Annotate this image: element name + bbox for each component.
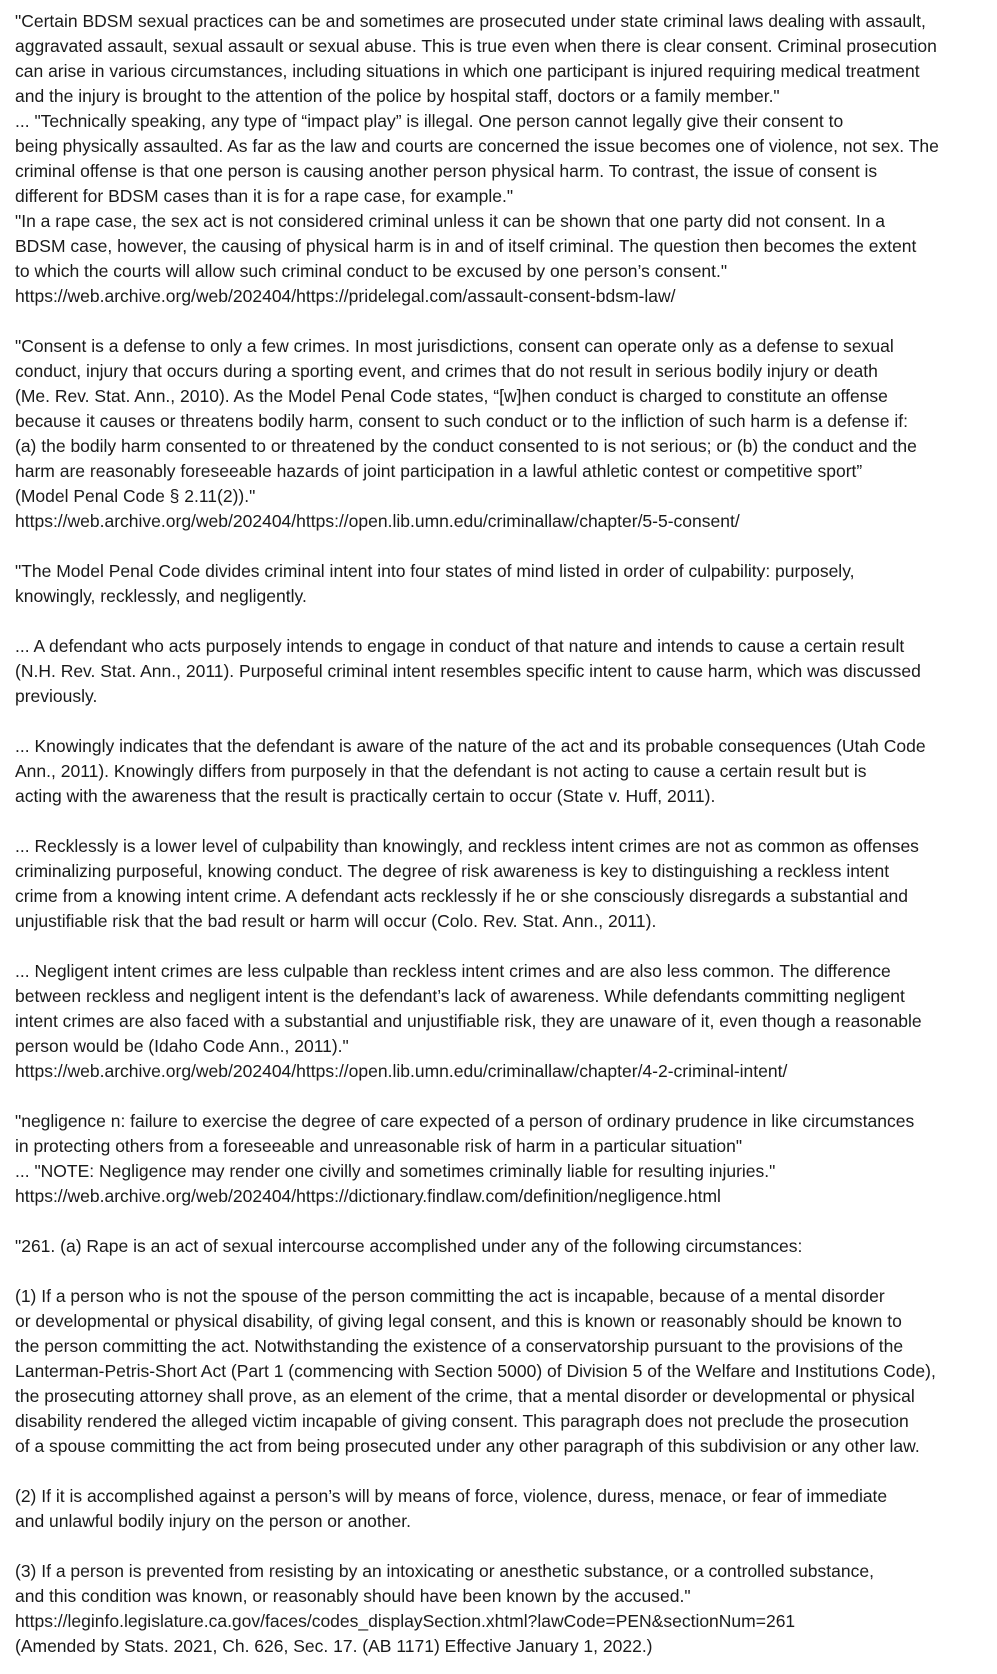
text-line: ... Recklessly is a lower level of culpability than knowingly, and reckless intent crimes are not as common as offenses: [15, 836, 919, 856]
text-block: [15, 1559, 990, 1659]
text-block: [15, 834, 990, 934]
text-line: criminal offense is that one person is causing another person physical harm. To contrast, the issue of consent is: [15, 161, 878, 181]
paragraph-gap: [15, 309, 990, 334]
text-line: different for BDSM cases than it is for a rape case, for example.": [15, 186, 514, 206]
text-line: unjustifiable risk that the bad result or harm will occur (Colo. Rev. Stat. Ann., 2011).: [15, 911, 657, 931]
text-line: (Model Penal Code § 2.11(2)).": [15, 486, 256, 506]
text-line: aggravated assault, sexual assault or sexual abuse. This is true even when there is clear consent. Criminal prosecution: [15, 36, 937, 56]
text-line: because it causes or threatens bodily harm, consent to such conduct or to the infliction of such harm is a defense if:: [15, 411, 908, 431]
paragraph-gap: [15, 1259, 990, 1284]
text-line: conduct, injury that occurs during a sporting event, and crimes that do not result in serious bodily injury or death: [15, 361, 878, 381]
text-line: intent crimes are also faced with a substantial and unjustifiable risk, they are unaware of it, even though a reasonable: [15, 1011, 922, 1031]
paragraph-gap: [15, 1459, 990, 1484]
paragraph-gap: [15, 1209, 990, 1234]
text-line: the person committing the act. Notwithstanding the existence of a conservatorship pursuant to the provisions of the: [15, 1336, 904, 1356]
text-line: "In a rape case, the sex act is not considered criminal unless it can be shown that one party did not consent. In a: [15, 211, 886, 231]
paragraph-gap: [15, 534, 990, 559]
text-line: (1) If a person who is not the spouse of the person committing the act is incapable, because of a mental disorder: [15, 1286, 885, 1306]
text-line: "261. (a) Rape is an act of sexual intercourse accomplished under any of the following circumstances:: [15, 1236, 803, 1256]
text-line: ... "Technically speaking, any type of “impact play” is illegal. One person cannot legally give their consent to: [15, 111, 844, 131]
text-line: or developmental or physical disability, of giving legal consent, and this is known or reasonably should be known to: [15, 1311, 902, 1331]
text-block: [15, 1284, 990, 1459]
text-line: in protecting others from a foreseeable and unreasonable risk of harm in a particular situation": [15, 1136, 743, 1156]
text-line: being physically assaulted. As far as the law and courts are concerned the issue becomes one of violence, not sex. The: [15, 136, 939, 156]
text-line: previously.: [15, 686, 98, 706]
text-line: can arise in various circumstances, including situations in which one participant is injured requiring medical treatment: [15, 61, 920, 81]
text-line: BDSM case, however, the causing of physical harm is in and of itself criminal. The question then becomes the extent: [15, 236, 917, 256]
text-line: (3) If a person is prevented from resisting by an intoxicating or anesthetic substance, or a controlled substance,: [15, 1561, 874, 1581]
document-body: [15, 9, 990, 1659]
text-line: "Certain BDSM sexual practices can be and sometimes are prosecuted under state criminal laws dealing with assault,: [15, 11, 926, 31]
text-block: [15, 334, 990, 534]
text-line: https://leginfo.legislature.ca.gov/faces/codes_displaySection.xhtml?lawCode=PEN&sectionNum=261: [15, 1611, 796, 1631]
text-block: [15, 959, 990, 1084]
paragraph-gap: [15, 934, 990, 959]
text-line: https://web.archive.org/web/202404/https://open.lib.umn.edu/criminallaw/chapter/5-5-consent/: [15, 511, 740, 531]
text-block: [15, 559, 990, 609]
paragraph-gap: [15, 709, 990, 734]
text-line: https://web.archive.org/web/202404/https://dictionary.findlaw.com/definition/negligence.html: [15, 1186, 721, 1206]
text-block: [15, 9, 990, 309]
text-line: knowingly, recklessly, and negligently.: [15, 586, 307, 606]
text-line: https://web.archive.org/web/202404/https://open.lib.umn.edu/criminallaw/chapter/4-2-criminal-intent/: [15, 1061, 788, 1081]
text-line: (N.H. Rev. Stat. Ann., 2011). Purposeful criminal intent resembles specific intent to cause harm, which was discussed: [15, 661, 921, 681]
text-line: disability rendered the alleged victim incapable of giving consent. This paragraph does not preclude the prosecution: [15, 1411, 909, 1431]
paragraph-gap: [15, 609, 990, 634]
text-line: (Me. Rev. Stat. Ann., 2010). As the Model Penal Code states, “[w]hen conduct is charged to constitute an offense: [15, 386, 888, 406]
text-line: acting with the awareness that the result is practically certain to occur (State v. Huff, 2011).: [15, 786, 716, 806]
text-line: and the injury is brought to the attention of the police by hospital staff, doctors or a family member.": [15, 86, 780, 106]
text-line: Ann., 2011). Knowingly differs from purposely in that the defendant is not acting to cause a certain result but is: [15, 761, 867, 781]
text-block: [15, 734, 990, 809]
paragraph-gap: [15, 809, 990, 834]
text-line: harm are reasonably foreseeable hazards of joint participation in a lawful athletic contest or competitive sport”: [15, 461, 863, 481]
text-block: [15, 1234, 990, 1259]
paragraph-gap: [15, 1534, 990, 1559]
text-line: ... Negligent intent crimes are less culpable than reckless intent crimes and are also less common. The difference: [15, 961, 891, 981]
text-line: to which the courts will allow such criminal conduct to be excused by one person’s consent.": [15, 261, 728, 281]
text-line: between reckless and negligent intent is the defendant’s lack of awareness. While defendants committing negligent: [15, 986, 905, 1006]
text-line: crime from a knowing intent crime. A defendant acts recklessly if he or she consciously disregards a substantial and: [15, 886, 908, 906]
text-line: ... Knowingly indicates that the defendant is aware of the nature of the act and its probable consequences (Utah Code: [15, 736, 926, 756]
text-line: criminalizing purposeful, knowing conduct. The degree of risk awareness is key to distinguishing a reckless intent: [15, 861, 890, 881]
text-line: Lanterman-Petris-Short Act (Part 1 (commencing with Section 5000) of Division 5 of the Welfare and Institutions Code),: [15, 1361, 936, 1381]
text-block: [15, 634, 990, 709]
text-block: [15, 1109, 990, 1209]
text-line: ... A defendant who acts purposely intends to engage in conduct of that nature and intends to cause a certain result: [15, 636, 905, 656]
text-line: the prosecuting attorney shall prove, as an element of the crime, that a mental disorder or developmental or physical: [15, 1386, 915, 1406]
text-line: and unlawful bodily injury on the person or another.: [15, 1511, 411, 1531]
text-line: "negligence n: failure to exercise the degree of care expected of a person of ordinary prudence in like circumstances: [15, 1111, 915, 1131]
text-line: ... "NOTE: Negligence may render one civilly and sometimes criminally liable for resulting injuries.": [15, 1161, 776, 1181]
text-line: (Amended by Stats. 2021, Ch. 626, Sec. 17. (AB 1171) Effective January 1, 2022.): [15, 1636, 653, 1656]
text-line: "The Model Penal Code divides criminal intent into four states of mind listed in order of culpability: purposely,: [15, 561, 855, 581]
text-block: [15, 1484, 990, 1534]
text-line: of a spouse committing the act from being prosecuted under any other paragraph of this subdivision or any other law.: [15, 1436, 920, 1456]
text-line: https://web.archive.org/web/202404/https://pridelegal.com/assault-consent-bdsm-law/: [15, 286, 676, 306]
text-line: person would be (Idaho Code Ann., 2011).": [15, 1036, 349, 1056]
paragraph-gap: [15, 1084, 990, 1109]
text-line: "Consent is a defense to only a few crimes. In most jurisdictions, consent can operate only as a defense to sexual: [15, 336, 894, 356]
text-line: (2) If it is accomplished against a person’s will by means of force, violence, duress, menace, or fear of immediate: [15, 1486, 888, 1506]
text-line: and this condition was known, or reasonably should have been known by the accused.": [15, 1586, 691, 1606]
text-line: (a) the bodily harm consented to or threatened by the conduct consented to is not serious; or (b) the conduct and the: [15, 436, 917, 456]
